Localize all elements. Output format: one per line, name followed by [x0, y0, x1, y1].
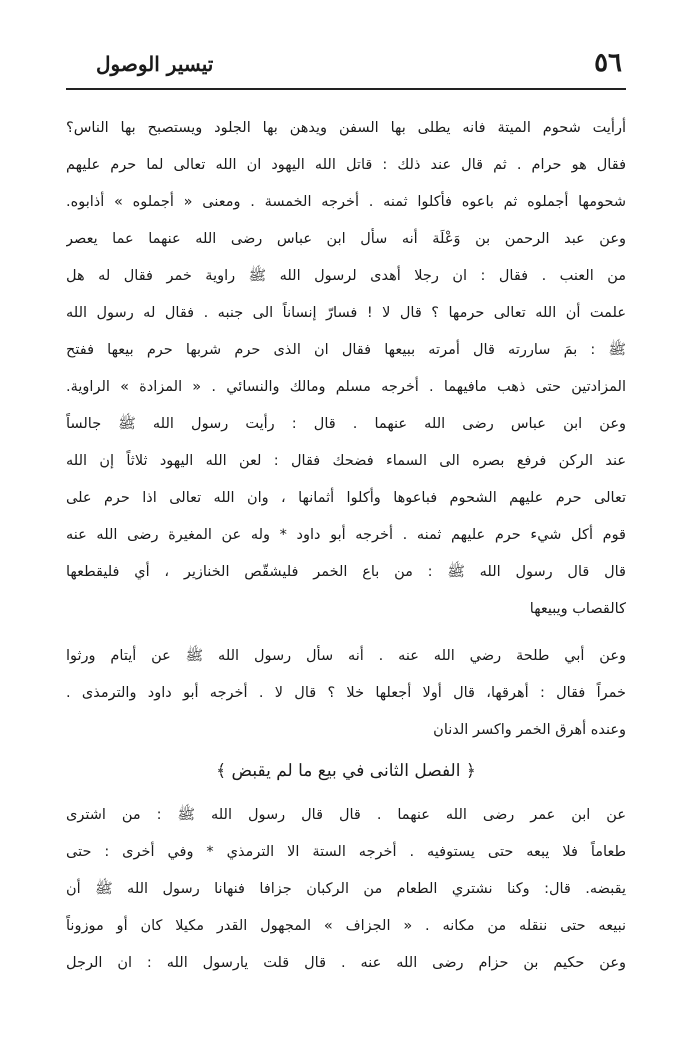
page-number: ٥٦	[594, 48, 622, 78]
section-heading: ﴿ الفصل الثانى في بيع ما لم يقبض ﴾	[216, 761, 476, 781]
text-line: ﷺ : بمَ ساررته قال أمرته ببيعها فقال ان الذى حرم شربها حرم بيعها ففتح	[66, 342, 626, 358]
text-line: كالقصاب ويبيعها	[529, 601, 626, 617]
text-line: يقبضه. قال: وكنا نشتري الطعام من الركبان جزافا فنهانا رسول الله ﷺ أن	[66, 881, 626, 897]
text-line: فقال هو حرام . ثم قال عند ذلك : قاتل الله اليهود ان الله تعالى لما حرم عليهم	[66, 157, 626, 173]
paragraph	[66, 110, 626, 406]
text-line: قال قال رسول الله ﷺ : من باع الخمر فليشقّص الخنازير ، أي فليقطعها	[66, 564, 626, 580]
text-line: علمت أن الله تعالى حرمها ؟ قال لا ! فسارّ إنساناً الى جنبه . فقال له رسول الله	[66, 305, 626, 321]
text-line: خمراً فقال : أهرقها، قال أولا أجعلها خلا ؟ قال لا . أخرجه أبو داود والترمذى .	[66, 685, 626, 701]
text-line: أرأيت شحوم الميتة فانه يطلى بها السفن ويدهن بها الجلود ويستصبح بها الناس؟	[66, 120, 626, 136]
paragraph	[66, 945, 626, 982]
paragraph	[66, 797, 626, 945]
text-line: وعن عبد الرحمن بن وَعْلَة أنه سأل ابن عباس رضى الله عنهما عما يعصر	[66, 231, 626, 247]
paragraph	[66, 638, 626, 749]
text-line: تعالى حرم عليهم الشحوم فباعوها وأكلوا أثمانها ، وان الله تعالى اذا حرم على	[66, 490, 626, 506]
header-rule	[66, 88, 626, 90]
text-line: قوم أكل شيء حرم عليهم ثمنه . أخرجه أبو داود * وله عن المغيرة رضى الله عنه	[66, 527, 626, 543]
text-line: عند الركن فرفع بصره الى السماء فضحك فقال : لعن الله اليهود ثلاثاً إن الله	[66, 453, 626, 469]
page-header	[66, 44, 626, 84]
text-line: شحومها أجملوه ثم باعوه فأكلوا ثمنه . أخرجه الخمسة . ومعنى « أجملوه » أذابوه.	[66, 194, 626, 210]
text-line: من العنب . فقال : ان رجلا أهدى لرسول الله ﷺ راوية خمر فقال له هل	[66, 268, 626, 284]
text-line: طعاماً فلا يبعه حتى يستوفيه . أخرجه الستة الا الترمذي * وفي أخرى : حتى	[66, 844, 626, 860]
body-text	[66, 110, 626, 982]
text-line: وعن حكيم بن حزام رضى الله عنه . قال قلت يارسول الله : ان الرجل	[66, 955, 626, 971]
paragraph-gap	[66, 628, 626, 638]
text-line: المزادتين حتى ذهب مافيهما . أخرجه مسلم ومالك والنسائي . « المزادة » الراوية.	[66, 379, 626, 395]
paragraph	[66, 406, 626, 628]
text-line: وعن ابن عباس رضى الله عنهما . قال : رأيت رسول الله ﷺ جالساً	[66, 416, 626, 432]
text-line: وعنده أهرق الخمر واكسر الدنان	[433, 722, 626, 738]
text-line: عن ابن عمر رضى الله عنهما . قال قال رسول الله ﷺ : من اشترى	[66, 807, 626, 823]
running-title: تيسير الوصول	[96, 52, 214, 76]
text-line: وعن أبي طلحة رضي الله عنه . أنه سأل رسول الله ﷺ عن أيتام ورثوا	[66, 648, 626, 664]
text-line: نبيعه حتى ننقله من مكانه . « الجزاف » المجهول القدر مكيلا كان أو موزوناً	[66, 918, 626, 934]
